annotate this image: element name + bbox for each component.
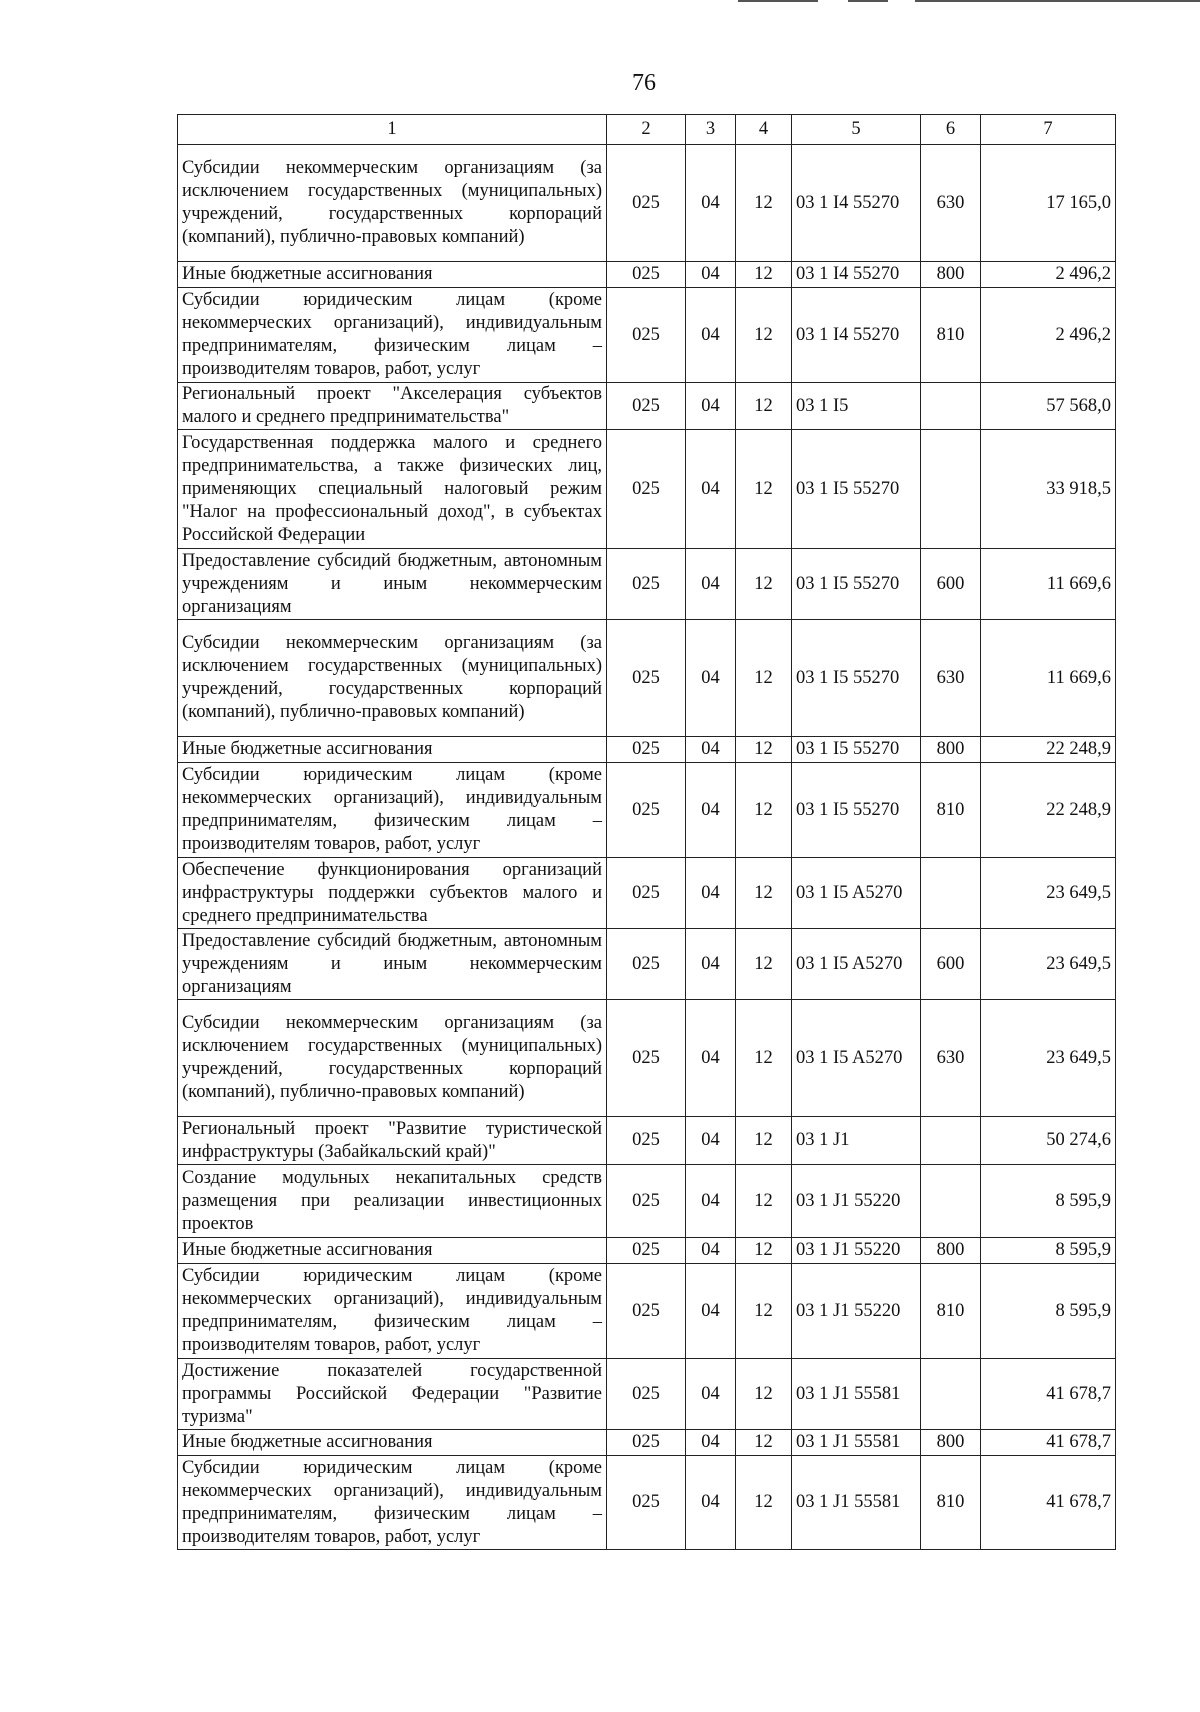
cell-target-code: 03 1 I5 55270 — [792, 549, 921, 620]
cell-section: 04 — [686, 262, 736, 288]
cell-target-code: 03 1 J1 — [792, 1117, 921, 1165]
cell-expense-type: 810 — [921, 288, 981, 383]
table-row — [178, 430, 1116, 549]
cell-ministry: 025 — [607, 1165, 686, 1238]
budget-table — [177, 114, 1116, 1550]
table-row — [178, 145, 1116, 262]
cell-subsection: 12 — [736, 288, 792, 383]
cell-section: 04 — [686, 145, 736, 262]
cell-expense-type: 810 — [921, 1264, 981, 1359]
cell-target-code: 03 1 J1 55220 — [792, 1238, 921, 1264]
cell-ministry: 025 — [607, 1456, 686, 1550]
cell-expense-type — [921, 1117, 981, 1165]
cell-amount: 23 649,5 — [981, 858, 1116, 929]
cell-subsection: 12 — [736, 430, 792, 549]
cell-target-code: 03 1 I5 A5270 — [792, 929, 921, 1000]
cell-expense-type — [921, 858, 981, 929]
cell-subsection: 12 — [736, 763, 792, 858]
cell-ministry: 025 — [607, 262, 686, 288]
cell-section: 04 — [686, 1000, 736, 1117]
cell-ministry: 025 — [607, 288, 686, 383]
cell-amount: 23 649,5 — [981, 1000, 1116, 1117]
cell-expense-type — [921, 383, 981, 430]
cell-subsection: 12 — [736, 383, 792, 430]
table-row — [178, 1264, 1116, 1359]
column-header: 2 — [607, 115, 686, 145]
cell-expense-type — [921, 1165, 981, 1238]
cell-section: 04 — [686, 1238, 736, 1264]
row-name: Иные бюджетные ассигнования — [178, 1238, 607, 1264]
cell-target-code: 03 1 J1 55581 — [792, 1456, 921, 1550]
cell-target-code: 03 1 I4 55270 — [792, 145, 921, 262]
cell-amount: 50 274,6 — [981, 1117, 1116, 1165]
cell-target-code: 03 1 I5 — [792, 383, 921, 430]
cell-section: 04 — [686, 620, 736, 737]
cell-amount: 41 678,7 — [981, 1359, 1116, 1430]
row-name: Государственная поддержка малого и среднего предпринимательства, а также физических лиц, применяющих специальный налоговый режим "Налог на профессиональный доход", в субъектах Российской Федерации — [178, 430, 607, 549]
cell-section: 04 — [686, 737, 736, 763]
row-name: Субсидии некоммерческим организациям (за исключением государственных (муниципальных) учреждений, государственных корпораций (компаний), публично-правовых компаний) — [178, 620, 607, 737]
cell-section: 04 — [686, 430, 736, 549]
cell-target-code: 03 1 I5 55270 — [792, 737, 921, 763]
cell-target-code: 03 1 I5 55270 — [792, 763, 921, 858]
table-row — [178, 1165, 1116, 1238]
cell-section: 04 — [686, 1430, 736, 1456]
table-row — [178, 929, 1116, 1000]
table-row — [178, 383, 1116, 430]
cell-ministry: 025 — [607, 929, 686, 1000]
cell-section: 04 — [686, 1359, 736, 1430]
cell-ministry: 025 — [607, 737, 686, 763]
cell-section: 04 — [686, 383, 736, 430]
row-name: Субсидии юридическим лицам (кроме некоммерческих организаций), индивидуальным предпринимателям, физическим лицам – производителям товаров, работ, услуг — [178, 763, 607, 858]
table-row — [178, 1359, 1116, 1430]
row-name: Иные бюджетные ассигнования — [178, 1430, 607, 1456]
cell-ministry: 025 — [607, 549, 686, 620]
cell-section: 04 — [686, 1264, 736, 1359]
row-name: Иные бюджетные ассигнования — [178, 262, 607, 288]
cell-amount: 33 918,5 — [981, 430, 1116, 549]
row-name: Создание модульных некапитальных средств размещения при реализации инвестиционных проектов — [178, 1165, 607, 1238]
cell-amount: 11 669,6 — [981, 549, 1116, 620]
cell-ministry: 025 — [607, 1264, 686, 1359]
cell-target-code: 03 1 J1 55581 — [792, 1430, 921, 1456]
row-name: Иные бюджетные ассигнования — [178, 737, 607, 763]
cell-subsection: 12 — [736, 1456, 792, 1550]
column-header: 1 — [178, 115, 607, 145]
top-scan-rule — [738, 0, 818, 2]
row-name: Субсидии юридическим лицам (кроме некоммерческих организаций), индивидуальным предпринимателям, физическим лицам – производителям товаров, работ, услуг — [178, 288, 607, 383]
cell-ministry: 025 — [607, 1359, 686, 1430]
cell-section: 04 — [686, 1165, 736, 1238]
row-name: Субсидии некоммерческим организациям (за исключением государственных (муниципальных) учреждений, государственных корпораций (компаний), публично-правовых компаний) — [178, 145, 607, 262]
row-name: Региональный проект "Развитие туристической инфраструктуры (Забайкальский край)" — [178, 1117, 607, 1165]
cell-ministry: 025 — [607, 1430, 686, 1456]
column-header: 5 — [792, 115, 921, 145]
row-name: Субсидии юридическим лицам (кроме некоммерческих организаций), индивидуальным предпринимателям, физическим лицам – производителям товаров, работ, услуг — [178, 1264, 607, 1359]
column-header: 7 — [981, 115, 1116, 145]
table-row — [178, 1456, 1116, 1550]
cell-ministry: 025 — [607, 430, 686, 549]
cell-target-code: 03 1 I4 55270 — [792, 288, 921, 383]
cell-amount: 41 678,7 — [981, 1456, 1116, 1550]
cell-subsection: 12 — [736, 1238, 792, 1264]
table-row — [178, 620, 1116, 737]
cell-section: 04 — [686, 929, 736, 1000]
cell-subsection: 12 — [736, 737, 792, 763]
cell-ministry: 025 — [607, 1238, 686, 1264]
cell-amount: 17 165,0 — [981, 145, 1116, 262]
table-row — [178, 262, 1116, 288]
top-scan-rule — [848, 0, 888, 2]
cell-subsection: 12 — [736, 1264, 792, 1359]
cell-target-code: 03 1 I5 A5270 — [792, 858, 921, 929]
cell-expense-type: 800 — [921, 1430, 981, 1456]
cell-subsection: 12 — [736, 145, 792, 262]
cell-expense-type: 600 — [921, 549, 981, 620]
table-row — [178, 1117, 1116, 1165]
cell-ministry: 025 — [607, 858, 686, 929]
cell-target-code: 03 1 I4 55270 — [792, 262, 921, 288]
table-row — [178, 1238, 1116, 1264]
row-name: Достижение показателей государственной программы Российской Федерации "Развитие туризма" — [178, 1359, 607, 1430]
table-row — [178, 288, 1116, 383]
table-row — [178, 737, 1116, 763]
row-name: Субсидии некоммерческим организациям (за исключением государственных (муниципальных) учреждений, государственных корпораций (компаний), публично-правовых компаний) — [178, 1000, 607, 1117]
cell-ministry: 025 — [607, 763, 686, 858]
cell-target-code: 03 1 J1 55220 — [792, 1264, 921, 1359]
cell-subsection: 12 — [736, 1000, 792, 1117]
cell-amount: 41 678,7 — [981, 1430, 1116, 1456]
cell-amount: 2 496,2 — [981, 288, 1116, 383]
cell-amount: 2 496,2 — [981, 262, 1116, 288]
cell-target-code: 03 1 I5 A5270 — [792, 1000, 921, 1117]
cell-expense-type: 630 — [921, 620, 981, 737]
cell-amount: 57 568,0 — [981, 383, 1116, 430]
cell-target-code: 03 1 J1 55581 — [792, 1359, 921, 1430]
column-header: 4 — [736, 115, 792, 145]
cell-amount: 8 595,9 — [981, 1238, 1116, 1264]
row-name: Субсидии юридическим лицам (кроме некоммерческих организаций), индивидуальным предпринимателям, физическим лицам – производителям товаров, работ, услуг — [178, 1456, 607, 1550]
cell-subsection: 12 — [736, 1165, 792, 1238]
cell-expense-type — [921, 430, 981, 549]
cell-ministry: 025 — [607, 620, 686, 737]
row-name: Региональный проект "Акселерация субъектов малого и среднего предпринимательства" — [178, 383, 607, 430]
table-row — [178, 858, 1116, 929]
cell-section: 04 — [686, 1456, 736, 1550]
row-name: Обеспечение функционирования организаций инфраструктуры поддержки субъектов малого и среднего предпринимательства — [178, 858, 607, 929]
cell-expense-type: 630 — [921, 145, 981, 262]
cell-amount: 23 649,5 — [981, 929, 1116, 1000]
cell-expense-type: 630 — [921, 1000, 981, 1117]
top-scan-rule — [915, 0, 1200, 2]
cell-ministry: 025 — [607, 1117, 686, 1165]
cell-target-code: 03 1 I5 55270 — [792, 430, 921, 549]
cell-subsection: 12 — [736, 1359, 792, 1430]
table-row — [178, 763, 1116, 858]
cell-amount: 11 669,6 — [981, 620, 1116, 737]
cell-subsection: 12 — [736, 620, 792, 737]
cell-expense-type — [921, 1359, 981, 1430]
table-row — [178, 549, 1116, 620]
cell-expense-type: 800 — [921, 262, 981, 288]
cell-amount: 22 248,9 — [981, 737, 1116, 763]
cell-ministry: 025 — [607, 383, 686, 430]
cell-expense-type: 800 — [921, 737, 981, 763]
cell-subsection: 12 — [736, 549, 792, 620]
table-row — [178, 1000, 1116, 1117]
cell-section: 04 — [686, 858, 736, 929]
cell-subsection: 12 — [736, 858, 792, 929]
cell-expense-type: 810 — [921, 1456, 981, 1550]
row-name: Предоставление субсидий бюджетным, автономным учреждениям и иным некоммерческим организациям — [178, 929, 607, 1000]
column-header: 6 — [921, 115, 981, 145]
cell-amount: 8 595,9 — [981, 1264, 1116, 1359]
cell-subsection: 12 — [736, 929, 792, 1000]
cell-section: 04 — [686, 1117, 736, 1165]
cell-amount: 22 248,9 — [981, 763, 1116, 858]
cell-ministry: 025 — [607, 1000, 686, 1117]
cell-target-code: 03 1 I5 55270 — [792, 620, 921, 737]
cell-subsection: 12 — [736, 262, 792, 288]
page-number: 76 — [632, 70, 656, 96]
table-row — [178, 1430, 1116, 1456]
column-header: 3 — [686, 115, 736, 145]
cell-ministry: 025 — [607, 145, 686, 262]
cell-section: 04 — [686, 763, 736, 858]
cell-target-code: 03 1 J1 55220 — [792, 1165, 921, 1238]
cell-expense-type: 810 — [921, 763, 981, 858]
cell-subsection: 12 — [736, 1430, 792, 1456]
cell-section: 04 — [686, 288, 736, 383]
cell-expense-type: 800 — [921, 1238, 981, 1264]
cell-expense-type: 600 — [921, 929, 981, 1000]
cell-section: 04 — [686, 549, 736, 620]
cell-subsection: 12 — [736, 1117, 792, 1165]
row-name: Предоставление субсидий бюджетным, автономным учреждениям и иным некоммерческим организациям — [178, 549, 607, 620]
header-row — [178, 115, 1116, 145]
cell-amount: 8 595,9 — [981, 1165, 1116, 1238]
